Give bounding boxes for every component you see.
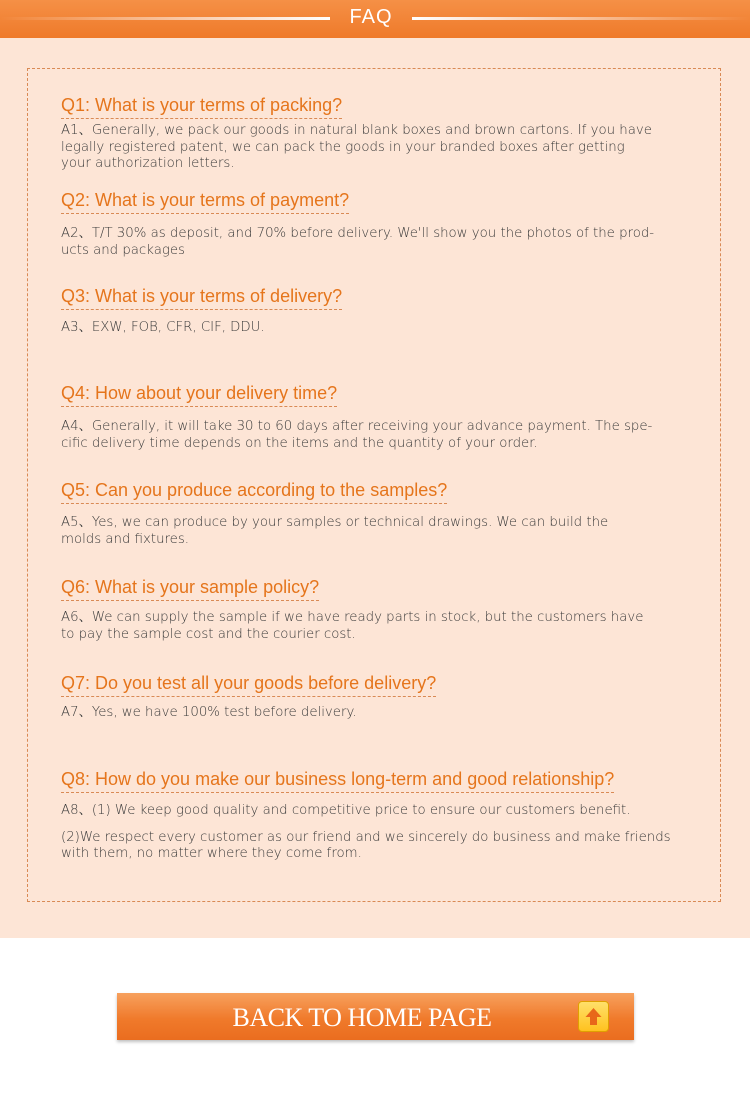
faq-answer: A5、Yes, we can produce by your samples or technical drawings. We can build the molds and fixtures. [61, 515, 609, 547]
faq-item-7 [61, 673, 721, 722]
header-divider-right [412, 17, 750, 20]
faq-answer: A4、Generally, it will take 30 to 60 days after receiving your advance payment. The spe- cific delivery time depends on the items and the quantity of your order. [61, 419, 653, 451]
faq-item-8 [61, 769, 721, 863]
faq-answer-extra: (2)We respect every customer as our friend and we sincerely do business and make friends with them, no matter where they come from. [61, 829, 671, 861]
faq-question: Q7: Do you test all your goods before delivery? [61, 673, 436, 697]
faq-item-3 [61, 286, 721, 337]
faq-answer: A2、T/T 30% as deposit, and 70% before delivery. We'll show you the photos of the prod- ucts and packages [61, 226, 655, 258]
faq-answer: A3、EXW, FOB, CFR, CIF, DDU. [61, 320, 265, 335]
faq-item-5 [61, 480, 721, 548]
faq-question: Q2: What is your terms of payment? [61, 190, 349, 214]
header-divider-left [0, 17, 330, 20]
faq-item-6 [61, 577, 721, 643]
faq-answer: A6、We can supply the sample if we have ready parts in stock, but the customers have to pay the sample cost and the courier cost. [61, 610, 644, 642]
arrow-up-icon [578, 1001, 609, 1032]
back-to-home-button[interactable] [117, 993, 634, 1040]
page-title: FAQ [349, 6, 393, 28]
faq-item-2 [61, 190, 721, 259]
faq-header [0, 0, 750, 38]
faq-question: Q4: How about your delivery time? [61, 383, 337, 407]
faq-question: Q1: What is your terms of packing? [61, 95, 342, 119]
faq-answer: A7、Yes, we have 100% test before delivery. [61, 705, 357, 720]
faq-answer: A8、(1) We keep good quality and competitive price to ensure our customers benefit. [61, 803, 631, 818]
faq-question: Q6: What is your sample policy? [61, 577, 319, 601]
faq-question: Q8: How do you make our business long-term and good relationship? [61, 769, 614, 793]
back-to-home-label: BACK TO HOME PAGE [232, 1003, 492, 1032]
faq-item-1 [61, 95, 721, 173]
faq-question: Q3: What is your terms of delivery? [61, 286, 342, 310]
faq-answer: A1、Generally, we pack our goods in natural blank boxes and brown cartons. If you have legally registered patent, we can pack the goods in your branded boxes after getting your authorization letters. [61, 123, 652, 171]
faq-panel [27, 68, 721, 902]
faq-item-4 [61, 383, 721, 452]
faq-question: Q5: Can you produce according to the samples? [61, 480, 447, 504]
